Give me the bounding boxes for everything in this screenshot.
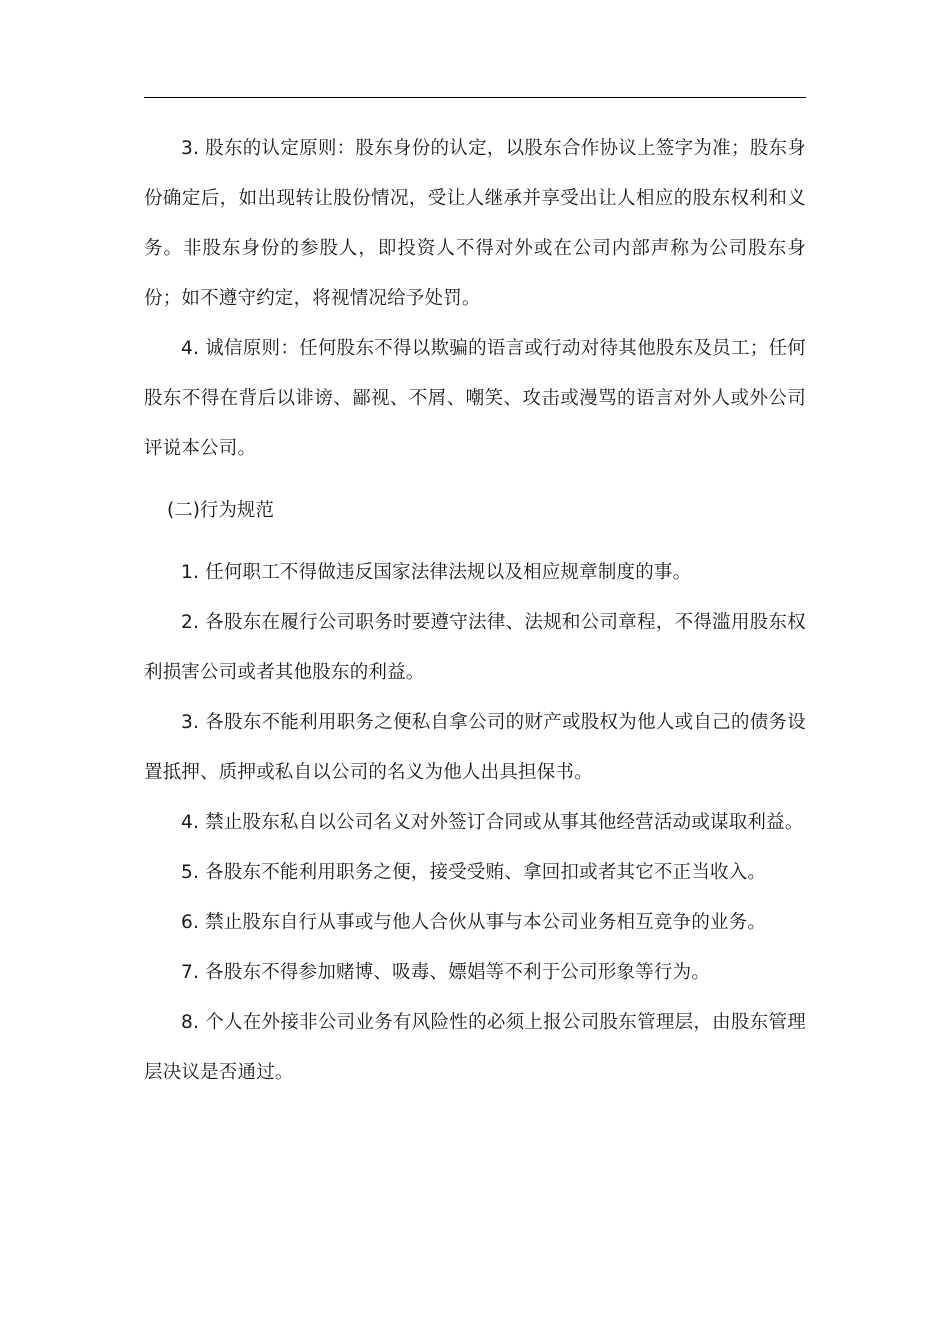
rule-item-1: 1. 任何职工不得做违反国家法律法规以及相应规章制度的事。 [181, 562, 692, 583]
rule-item-2: 2. 各股东在履行公司职务时要遵守法律、法规和公司章程，不得滥用股东权利损害公司或者其他股东的利益。 [144, 612, 806, 683]
section-heading: (二)行为规范 [167, 500, 274, 521]
rule-item-7: 7. 各股东不得参加赌博、吸毒、嫖娼等不利于公司形象等行为。 [181, 962, 711, 983]
rule-item-4: 4. 禁止股东私自以公司名义对外签订合同或从事其他经营活动或谋取利益。 [181, 812, 804, 833]
rule-item-6: 6. 禁止股东自行从事或与他人合伙从事与本公司业务相互竞争的业务。 [181, 912, 767, 933]
principle-paragraph-3: 3. 股东的认定原则：股东身份的认定，以股东合作协议上签字为准；股东身份确定后，如出现转让股份情况，受让人继承并享受出让人相应的股东权利和义务。非股东身份的参股人，即投资人不得对外或在公司内部声称为公司股东身份；如不遵守约定，将视情况给予处罚。 [144, 138, 806, 309]
rule-item-3: 3. 各股东不能利用职务之便私自拿公司的财产或股权为他人或自己的债务设置抵押、质押或私自以公司的名义为他人出具担保书。 [144, 712, 806, 783]
principle-paragraph-4: 4. 诚信原则：任何股东不得以欺骗的语言或行动对待其他股东及员工；任何股东不得在背后以诽谤、鄙视、不屑、嘲笑、攻击或漫骂的语言对外人或外公司评说本公司。 [144, 338, 806, 459]
rule-item-8: 8. 个人在外接非公司业务有风险性的必须上报公司股东管理层，由股东管理层决议是否通过。 [144, 1012, 806, 1083]
rule-item-5: 5. 各股东不能利用职务之便，接受受贿、拿回扣或者其它不正当收入。 [181, 862, 767, 883]
document-body [144, 124, 806, 1098]
header-rule [144, 97, 806, 98]
